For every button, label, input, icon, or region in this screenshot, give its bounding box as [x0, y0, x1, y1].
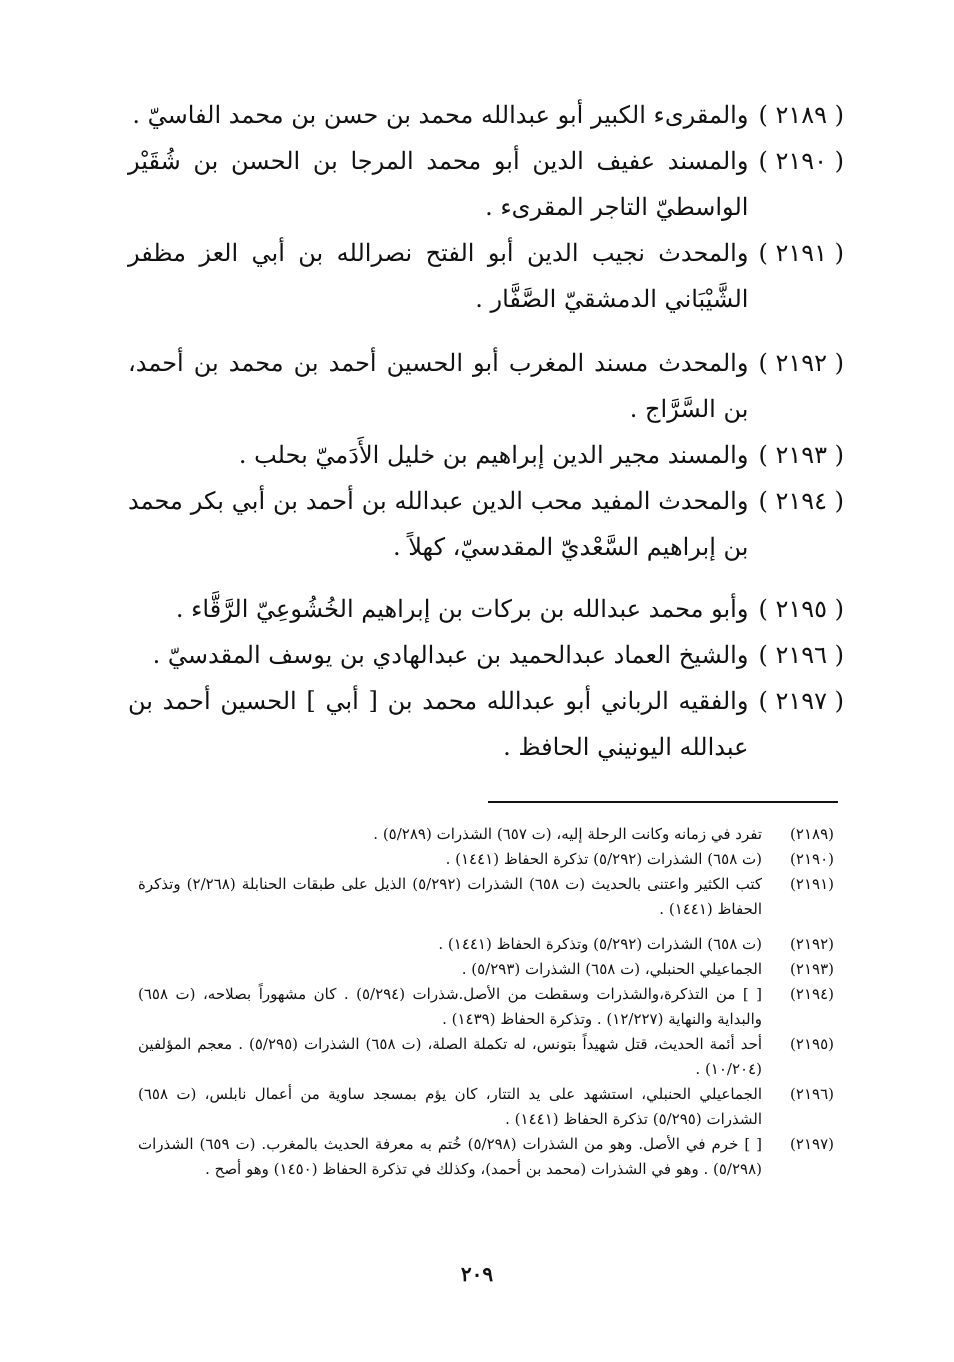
footnote-text: الجماعيلي الحنبلي، (ت ٦٥٨) الشذرات (٥/٢٩٣) . — [461, 960, 762, 978]
footnote-2194 — [138, 982, 834, 1032]
footnote-text: الجماعيلي الحنبلي، استشهد على يد التتار، كان يؤم بمسجد ساوية من أعمال نابلس، (ت ٦٥٨) الشذرات (٥/٢٩٥) تذكرة الحفاظ (١٤٤١) . — [138, 1085, 762, 1128]
entry-text: وأبو محمد عبدالله بن بركات بن إبراهيم الخُشُوعِيّ الرَّقَّاء . — [175, 595, 749, 623]
entry-2192 — [128, 340, 844, 432]
footnote-number: (٢١٩١) — [790, 875, 834, 893]
footnote-text: [ ] خرم في الأصل. وهو من الشذرات (٥/٢٩٨) خُتم به معرفة الحديث بالمغرب. (ت ٦٥٩) الشذرات (٥/٢٩٨) . وهو في الشذرات (محمد بن أحمد)، وكذلك في تذكرة الحفاظ (١٤٥٠) وهو أصح . — [138, 1135, 762, 1178]
page-number: ٢٠٩ — [460, 1262, 494, 1286]
footnote-number: (٢١٩٥) — [790, 1035, 834, 1053]
footnote-2192 — [138, 932, 834, 957]
entry-number: ( ٢١٩٧ ) — [758, 687, 844, 715]
footnote-text: أحد أئمة الحديث، قتل شهيداً بتونس، له تكملة الصلة، (ت ٦٥٨) الشذرات (٥/٢٩٥) . معجم المؤلفين (١٠/٢٠٤) . — [138, 1035, 763, 1078]
entry-2189 — [128, 92, 844, 138]
entry-text: والمحدث مسند المغرب أبو الحسين أحمد بن محمد بن أحمد، بن السَّرَّاج . — [128, 349, 749, 423]
footnote-number: (٢١٩٢) — [790, 935, 834, 953]
entry-2194 — [128, 478, 844, 570]
footnote-number: (٢١٨٩) — [790, 825, 834, 843]
entry-2197 — [128, 678, 844, 770]
entry-number: ( ٢١٩٣ ) — [758, 441, 844, 469]
footnote-2195 — [138, 1032, 834, 1082]
entry-2190 — [128, 138, 844, 230]
footnote-text: (ت ٦٥٨) الشذرات (٥/٢٩٢) تذكرة الحفاظ (١٤٤١) . — [445, 850, 762, 868]
entry-number: ( ٢١٩١ ) — [758, 239, 844, 267]
footnote-number: (٢١٩٧) — [790, 1135, 834, 1153]
entry-number: ( ٢١٩٥ ) — [758, 595, 844, 623]
footnote-text: [ ] من التذكرة،والشذرات وسقطت من الأصل.شذرات (٥/٢٩٤) . كان مشهوراً بصلاحه، (ت ٦٥٨) والبداية والنهاية (١٢/٢٢٧) . وتذكرة الحفاظ (١٤٣٩) . — [138, 985, 762, 1028]
entry-text: والمحدث المفيد محب الدين عبدالله بن أحمد بن أبي بكر محمد بن إبراهيم السَّعْديّ المقدسيّ، كهلاً . — [128, 487, 749, 561]
entry-number: ( ٢١٩٠ ) — [758, 147, 844, 175]
entry-number: ( ٢١٩٢ ) — [758, 349, 844, 377]
entry-text: والمقرىء الكبير أبو عبدالله محمد بن حسن بن محمد الفاسيّ . — [132, 101, 749, 129]
footnote-text: تفرد في زمانه وكانت الرحلة إليه، (ت ٦٥٧) الشذرات (٥/٢٨٩) . — [373, 825, 762, 843]
footnote-2196 — [138, 1082, 834, 1132]
entry-2193 — [128, 432, 844, 478]
entries-list — [128, 92, 844, 770]
footnotes-list — [138, 822, 834, 1182]
entry-text: والفقيه الرباني أبو عبدالله محمد بن [ أبي ] الحسين أحمد بن عبدالله اليونيني الحافظ . — [128, 687, 749, 761]
entry-number: ( ٢١٨٩ ) — [758, 101, 844, 129]
entry-text: والمسند مجير الدين إبراهيم بن خليل الأَدَميّ بحلب . — [238, 441, 749, 469]
entry-text: والمسند عفيف الدين أبو محمد المرجا بن الحسن بن شُقَيْر الواسطيّ التاجر المقرىء . — [128, 147, 749, 221]
footnote-2190 — [138, 847, 834, 872]
entry-number: ( ٢١٩٦ ) — [758, 641, 844, 669]
footnote-number: (٢١٩٤) — [790, 985, 834, 1003]
footnote-text: كتب الكثير واعتنى بالحديث (ت ٦٥٨) الشذرات (٥/٢٩٢) الذيل على طبقات الحنابلة (٢/٢٦٨) وتذكرة الحفاظ (١٤٤١) . — [138, 875, 762, 918]
footnote-2189 — [138, 822, 834, 847]
entry-number: ( ٢١٩٤ ) — [758, 487, 844, 515]
footnote-2193 — [138, 957, 834, 982]
entry-2195 — [128, 586, 844, 632]
footnote-number: (٢١٩٦) — [790, 1085, 834, 1103]
footnote-number: (٢١٩٣) — [790, 960, 834, 978]
entry-2191 — [128, 230, 844, 322]
entry-text: والمحدث نجيب الدين أبو الفتح نصرالله بن أبي العز مظفر الشَّيْبَاني الدمشقيّ الصَّفَّار . — [128, 239, 749, 313]
footnote-2197 — [138, 1132, 834, 1182]
footnote-number: (٢١٩٠) — [790, 850, 834, 868]
footnote-divider — [488, 801, 838, 803]
footnote-2191 — [138, 872, 834, 922]
entry-text: والشيخ العماد عبدالحميد بن عبدالهادي بن يوسف المقدسيّ . — [152, 641, 749, 669]
entry-2196 — [128, 632, 844, 678]
footnote-text: (ت ٦٥٨) الشذرات (٥/٢٩٢) وتذكرة الحفاظ (١٤٤١) . — [438, 935, 762, 953]
